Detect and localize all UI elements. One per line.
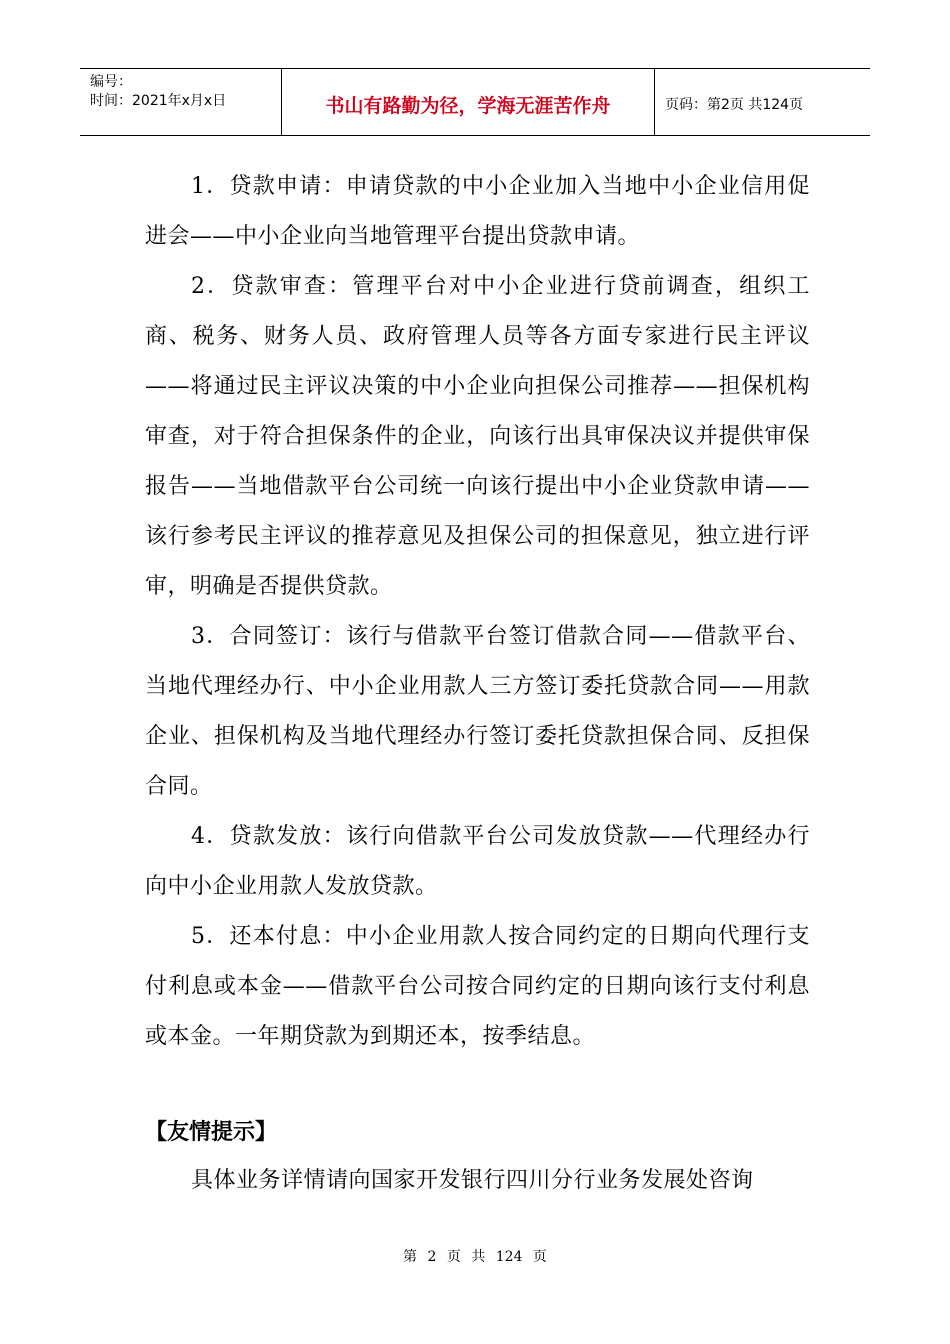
page-header <box>80 68 870 136</box>
paragraph-contract-signing: 3．合同签订：该行与借款平台签订借款合同——借款平台、当地代理经办行、中小企业用款人三方签订委托贷款合同——用款企业、担保机构及当地代理经办行签订委托贷款担保合同、反担保合同。 <box>145 624 810 799</box>
paragraph-loan-application: 1．贷款申请：申请贷款的中小企业加入当地中小企业信用促进会——中小企业向当地管理平台提出贷款申请。 <box>145 174 810 249</box>
document-body <box>145 162 810 1062</box>
header-meta <box>80 69 282 135</box>
paragraph-repayment: 5．还本付息：中小企业用款人按合同约定的日期向代理行支付利息或本金——借款平台公司按合同约定的日期向该行支付利息或本金。一年期贷款为到期还本，按季结息。 <box>145 924 810 1049</box>
tip-text: 具体业务详情请向国家开发银行四川分行业务发展处咨询 <box>191 1168 754 1193</box>
page-footer: 第 2 页 共 124 页 <box>403 1249 547 1265</box>
tip-heading: 【友情提示】 <box>145 1120 278 1145</box>
document-time-label: 时间：2021年x月x日 <box>90 93 227 109</box>
header-motto: 书山有路勤为径，学海无涯苦作舟 <box>282 69 655 135</box>
paragraph-loan-disbursement: 4．贷款发放：该行向借款平台公司发放贷款——代理经办行向中小企业用款人发放贷款。 <box>145 824 810 899</box>
document-number-label: 编号： <box>90 74 132 90</box>
paragraph-loan-review: 2．贷款审查：管理平台对中小企业进行贷前调查，组织工商、税务、财务人员、政府管理人员等各方面专家进行民主评议——将通过民主评议决策的中小企业向担保公司推荐——担保机构审查，对于符合担保条件的企业，向该行出具审保决议并提供审保报告——当地借款平台公司统一向该行提出中小企业贷款申请——该行参考民主评议的推荐意见及担保公司的担保意见，独立进行评审，明确是否提供贷款。 <box>145 274 810 599</box>
header-page-info: 页码：第2页 共124页 <box>665 97 804 113</box>
